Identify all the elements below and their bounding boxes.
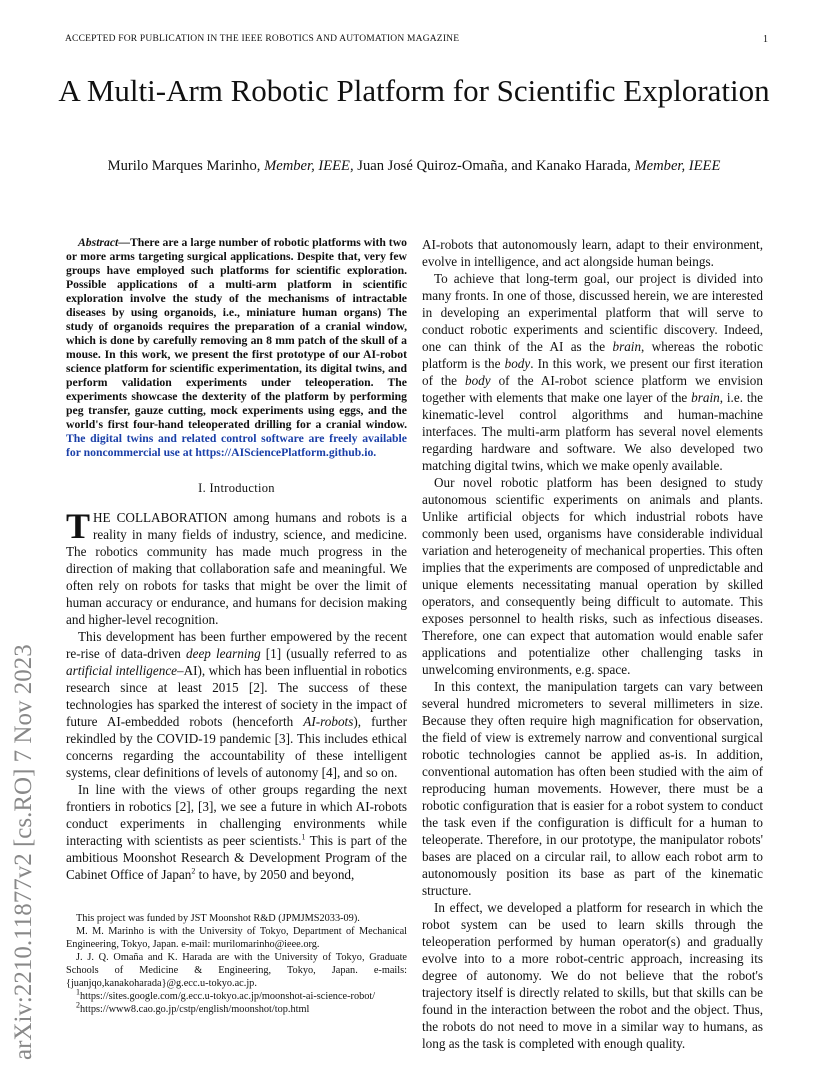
body-paragraph: In this context, the manipulation targets can vary between several hundred micrometers to several millimeters in size. Because they often require high magnification for observation, the field of view is extremely narrow and conventional surgical robotic technologies cannot be applied as-is. In addition, conventional automation has often been studied with the aim of reproducing human movements. However, there must be a robotic configuration that is easier for a robot system to conduct the task even if the configuration is difficult for a human to teleoperate. Therefore, in our prototype, the manipulator robots' bases are placed on a circular rail, to allow each robot arm to autonomously position its base as part of the kinematic structure. [422,679,763,898]
body-paragraph: In effect, we developed a platform for research in which the robot system can be used to learn skills through the teleoperation performed by human operator(s) and gradually evolve into to a more robot-centric approach, increasing its degree of autonomy. We do not believe that the robot's trajectory itself is directly related to skills, but that skills can be found in the interaction between the robot and the object. Thus, the robots do not need to move in a similar way to humans, as long as the task is completed with enough quality. [422,900,763,1051]
membership: Member, IEEE [264,158,350,174]
abstract-label: Abstract [78,236,119,249]
text: To achieve that long-term goal, our project is divided into many fronts. In one of those, discussed herein, we are interested in developing an experimental platform that will serve to conduct robotic experiments and scientific discovery. Indeed, one can think of the AI as the [422,271,763,354]
abstract-body: —There are a large number of robotic platforms with two or more arms targeting surgical applications. Despite that, very few groups have employed such platforms for scientific exploration. Possible applications of a multi-arm platform in scientific exploration involve the study of the mechanisms of intractable diseases by using organoids, i.e., miniature human organs) The study of organoids requires the preparation of a cranial window, which is done by carefully removing an 8 mm patch of the skull of a mouse. In this work, we present the first prototype of our AI-robot science platform for scientific experimentation, its digital twins, and perform validation experiments under teleoperation. The experiments showcase the dexterity of the platform by performing peg transfer, gauze cutting, mock experiments using eggs, and the world's first four-hand teleoperated drilling for a cranial window. [66,236,407,431]
funding-note: This project was funded by JST Moonshot R&D (JPMJMS2033-09). [76,913,360,924]
footnote-url [66,1000,407,1016]
paper-title: A Multi-Arm Robotic Platform for Scientific Exploration [58,73,770,108]
right-column [422,236,763,1052]
text: of the AI-robot science platform we envision together with elements that make one layer of the [422,373,763,405]
footnote-url [66,987,407,1003]
text: , whereas the robotic platform is the [422,339,763,371]
body-paragraph: Our novel robotic platform has been designed to study autonomous scientific experiments on animals and plants. Unlike artificial objects for which industrial robots have commonly been used, organisms have considerable individual variation and heterogeneity of mechanical properties. This often implies that the experiments are composed of unpredictable and unique elements necessitating manual operation by skilled operators, and consequently being difficult to automate. This exposes personnel to health risks, such as infectious diseases. Therefore, one can expect that automation would enable safer applications and potentialize other challenging tasks in unwelcoming environments, e.g. space. [422,475,763,677]
text: to have, by 2050 and beyond, [195,867,355,882]
footnote-mark: 1 [301,832,306,842]
text: [1] (usually referred to as [260,646,407,661]
emph: AI-robots [303,714,354,729]
text: This development has been further empowered by the recent re-rise of data-driven [66,629,407,661]
text: This is part of the ambitious Moonshot Research & Development Program of the Cabinet Office of Japan [66,833,407,882]
left-column [66,236,407,883]
text: . In this work, we present our first iteration of the [422,356,763,388]
emph: brain [691,390,720,405]
emph: body [464,373,491,388]
membership: Member, IEEE [634,158,721,174]
emph: body [504,356,531,371]
running-header: ACCEPTED FOR PUBLICATION IN THE IEEE ROBOTICS AND AUTOMATION MAGAZINE [65,34,460,44]
author-text: , Juan José Quiroz-Omaña, and Kanako Harada, [349,158,635,174]
text: , i.e. the kinematic-level control algorithms and human-machine interfaces. The multi-arm platform has several novel elements regarding hardware and software. We also developed two matching digital twins, which we make openly available. [422,390,763,473]
affiliation-note: J. J. Q. Omaña and K. Harada are with the University of Tokyo, Graduate Schools of Medicine & Engineering, Tokyo, Japan. e-mails: {juanjqo,kanakoharada}@g.ecc.u-tokyo.ac.jp. [66,952,407,989]
arxiv-watermark: arXiv:2210.11877v2 [cs.RO] 7 Nov 2023 [10,644,37,1060]
author-list [0,158,828,175]
intro-text: HE COLLABORATION among humans and robots is a reality in many fields of industry, science, and medicine. The robotics community has made much progress in the direction of making that collaboration safe and meaningful. We often rely on robots for tasks that might be over the limit of human accuracy or endurance, and humans for decision making and higher-level recognition. [66,510,407,627]
text: ), further rekindled by the COVID-19 pandemic [3]. This includes ethical concerns regarding the accountability of these intelligent systems, clear definitions of levels of autonomy [4], and so on. [66,714,407,780]
footnote-link[interactable]: https://sites.google.com/g.ecc.u-tokyo.ac.jp/moonshot-ai-science-robot/ [80,991,376,1002]
affiliation-note: M. M. Marinho is with the University of Tokyo, Department of Mechanical Engineering, Tokyo, Japan. e-mail: murilomarinho@ieee.org. [66,926,407,950]
footnote-mark: 1 [76,987,80,997]
page-number: 1 [763,34,768,45]
drop-cap: T [66,506,91,546]
section-heading: I. Introduction [198,481,275,495]
emph: artificial intelligence [66,663,178,678]
abstract [66,236,407,460]
code-link[interactable]: The digital twins and related control software are freely available for noncommercial use at https://AISciencePlatform.github.io. [66,432,407,459]
body-paragraph: AI-robots that autonomously learn, adapt to their environment, evolve in intelligence, and act alongside human beings. [422,237,763,269]
text: In line with the views of other groups regarding the next frontiers in robotics [2], [3], we see a future in which AI-robots conduct experiments in challenging environments while interacting with scientists as peer scientists. [66,782,407,848]
footnote-mark: 2 [191,866,196,876]
emph: deep learning [186,646,261,661]
footnote-link[interactable]: https://www8.cao.go.jp/cstp/english/moonshot/top.html [80,1004,310,1015]
intro-paragraph [66,781,407,883]
author-text: Murilo Marques Marinho, [107,158,265,174]
footnotes [66,912,407,1016]
intro-paragraph [66,628,407,781]
intro-paragraph [66,506,407,628]
emph: brain [612,339,642,354]
footnote-mark: 2 [76,1000,80,1010]
body-paragraph [422,270,763,474]
text: –AI), which has been influential in robotics research since at least 2015 [2]. The success of these technologies has sparked the interest of society in the impact of future AI-embedded robots (henceforth [66,663,408,729]
